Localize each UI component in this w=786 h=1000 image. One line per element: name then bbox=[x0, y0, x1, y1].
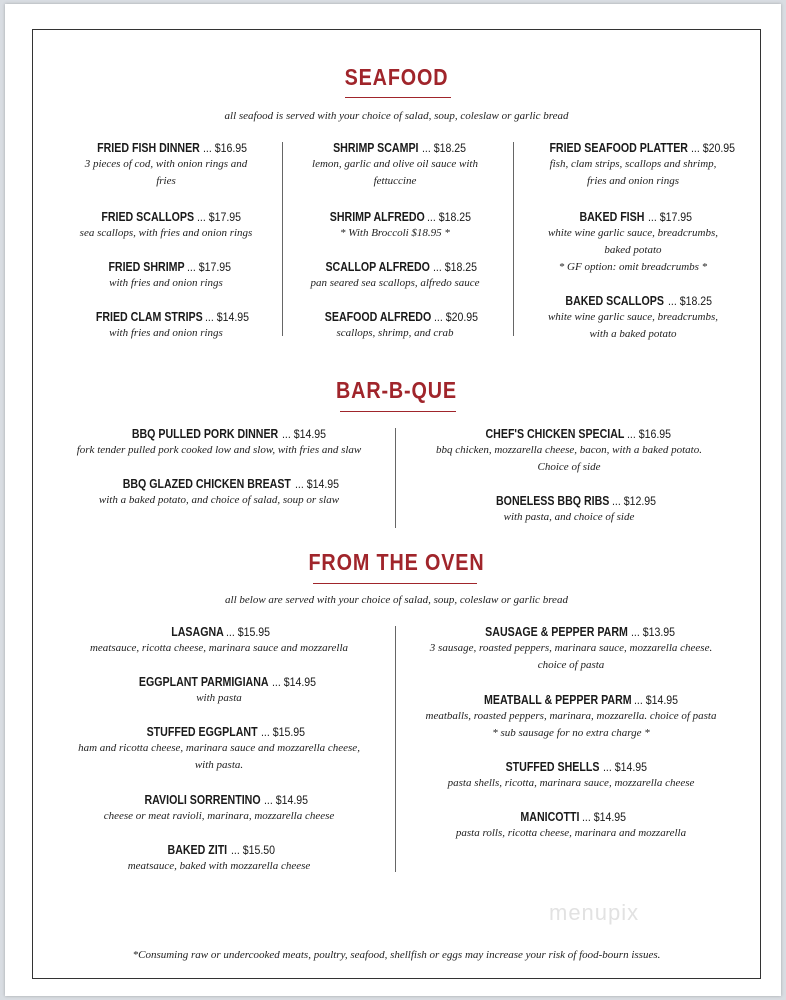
item-name: BAKED FISH bbox=[579, 210, 645, 224]
menu-item bbox=[520, 293, 746, 343]
item-name: LASAGNA bbox=[170, 625, 224, 639]
item-price: ... $14.95 bbox=[263, 793, 308, 807]
item-desc: * GF option: omit breadcrumbs * bbox=[558, 261, 708, 273]
section-rule-seafood bbox=[345, 97, 451, 98]
item-price: ... $14.95 bbox=[205, 310, 250, 324]
item-name: FRIED CLAM STRIPS bbox=[95, 310, 203, 324]
item-name: CHEF'S CHICKEN SPECIAL bbox=[485, 427, 625, 441]
menu-item bbox=[290, 209, 500, 242]
watermark-logo: menupix bbox=[549, 900, 640, 925]
item-desc: with pasta. bbox=[194, 759, 244, 771]
item-desc: * With Broccoli $18.95 * bbox=[340, 227, 450, 239]
column-divider bbox=[513, 142, 514, 336]
item-desc: ham and ricotta cheese, marinara sauce and mozzarella cheese, bbox=[78, 742, 360, 754]
item-price: ... $16.95 bbox=[202, 141, 247, 155]
menu-item bbox=[60, 140, 272, 190]
item-desc: pan seared sea scallops, alfredo sauce bbox=[310, 277, 480, 289]
item-name: SCALLOP ALFREDO bbox=[325, 260, 430, 274]
menu-item bbox=[60, 309, 272, 342]
item-desc: * sub sausage for no extra charge * bbox=[492, 727, 650, 739]
item-price: ... $18.25 bbox=[433, 260, 478, 274]
item-desc: fettuccine bbox=[373, 175, 417, 187]
item-desc: with pasta, and choice of side bbox=[503, 511, 635, 523]
item-desc: with a baked potato, and choice of salad, soup or slaw bbox=[98, 494, 340, 506]
item-desc: with fries and onion rings bbox=[109, 327, 223, 339]
item-desc: fish, clam strips, scallops and shrimp, bbox=[549, 158, 717, 170]
section-rule-oven bbox=[313, 583, 477, 584]
menu-item bbox=[60, 476, 378, 509]
item-name: BONELESS BBQ RIBS bbox=[495, 494, 610, 508]
menu-item bbox=[60, 426, 378, 459]
menu-item bbox=[520, 140, 746, 190]
item-price: ... $18.25 bbox=[667, 294, 712, 308]
item-price: ... $16.95 bbox=[627, 427, 672, 441]
item-desc: with fries and onion rings bbox=[109, 277, 223, 289]
item-name: SEAFOOD ALFREDO bbox=[324, 310, 432, 324]
menu-item bbox=[60, 624, 378, 657]
seafood-note: all seafood is served with your choice of salad, soup, coleslaw or garlic bread bbox=[224, 110, 569, 122]
item-price: ... $14.95 bbox=[582, 810, 627, 824]
menu-item bbox=[520, 209, 746, 276]
item-desc: meatsauce, baked with mozzarella cheese bbox=[127, 860, 311, 872]
item-name: MANICOTTI bbox=[520, 810, 580, 824]
menu-item bbox=[60, 209, 272, 242]
item-price: ... $14.95 bbox=[602, 760, 647, 774]
menu-item bbox=[406, 426, 732, 476]
item-desc: meatballs, roasted peppers, marinara, mozzarella. choice of pasta bbox=[425, 710, 717, 722]
item-price: ... $18.25 bbox=[421, 141, 466, 155]
item-desc: fries and onion rings bbox=[587, 175, 679, 187]
item-price: ... $20.95 bbox=[691, 141, 736, 155]
item-price: ... $20.95 bbox=[434, 310, 479, 324]
column-divider bbox=[282, 142, 283, 336]
item-desc: 3 pieces of cod, with onion rings and bbox=[84, 158, 248, 170]
item-desc: pasta rolls, ricotta cheese, marinara and mozzarella bbox=[455, 827, 687, 839]
menu-frame bbox=[32, 29, 761, 979]
item-price: ... $14.95 bbox=[634, 693, 679, 707]
item-desc: with a baked potato bbox=[589, 328, 677, 340]
item-price: ... $12.95 bbox=[612, 494, 657, 508]
item-name: EGGPLANT PARMIGIANA bbox=[139, 675, 269, 689]
item-name: FRIED SEAFOOD PLATTER bbox=[549, 141, 688, 155]
item-name: SHRIMP SCAMPI bbox=[333, 141, 419, 155]
menu-item bbox=[406, 624, 736, 674]
item-name: BAKED SCALLOPS bbox=[565, 294, 665, 308]
item-price: ... $15.95 bbox=[260, 725, 305, 739]
oven-note: all below are served with your choice of salad, soup, coleslaw or garlic bread bbox=[225, 594, 568, 606]
item-desc: lemon, garlic and olive oil sauce with bbox=[312, 158, 478, 170]
item-price: ... $14.95 bbox=[271, 675, 316, 689]
menu-item bbox=[60, 724, 378, 774]
item-name: STUFFED SHELLS bbox=[505, 760, 600, 774]
item-price: ... $17.95 bbox=[197, 210, 242, 224]
item-desc: pasta shells, ricotta, marinara sauce, mozzarella cheese bbox=[447, 777, 695, 789]
item-desc: Choice of side bbox=[537, 461, 601, 473]
item-price: ... $17.95 bbox=[647, 210, 692, 224]
item-desc: meatsauce, ricotta cheese, marinara sauce and mozzarella bbox=[89, 642, 349, 654]
menu-item bbox=[60, 842, 378, 875]
menu-item bbox=[60, 792, 378, 825]
item-price: ... $13.95 bbox=[631, 625, 676, 639]
column-divider bbox=[395, 626, 396, 872]
item-name: BAKED ZITI bbox=[167, 843, 228, 857]
item-desc: 3 sausage, roasted peppers, marinara sauce, mozzarella cheese. bbox=[429, 642, 713, 654]
item-name: SAUSAGE & PEPPER PARM bbox=[485, 625, 629, 639]
item-desc: white wine garlic sauce, breadcrumbs, bbox=[547, 311, 719, 323]
item-price: ... $14.95 bbox=[294, 477, 339, 491]
item-name: FRIED SHRIMP bbox=[108, 260, 185, 274]
item-name: BBQ GLAZED CHICKEN BREAST bbox=[123, 477, 292, 491]
item-price: ... $18.25 bbox=[427, 210, 472, 224]
menu-item bbox=[290, 140, 500, 190]
item-desc: fries bbox=[156, 175, 176, 187]
item-price: ... $14.95 bbox=[281, 427, 326, 441]
item-name: RAVIOLI SORRENTINO bbox=[144, 793, 261, 807]
menu-item bbox=[406, 759, 736, 792]
menu-item bbox=[290, 309, 500, 342]
item-desc: scallops, shrimp, and crab bbox=[336, 327, 454, 339]
footer-disclaimer: *Consuming raw or undercooked meats, poultry, seafood, shellfish or eggs may increase your risk of food-bourn issues. bbox=[132, 949, 661, 961]
section-rule-barbque bbox=[340, 411, 456, 412]
item-desc: with pasta bbox=[196, 692, 242, 704]
item-desc: choice of pasta bbox=[537, 659, 605, 671]
menu-item bbox=[60, 259, 272, 292]
item-desc: white wine garlic sauce, breadcrumbs, bbox=[547, 227, 719, 239]
item-name: MEATBALL & PEPPER PARM bbox=[483, 693, 632, 707]
section-title-oven: FROM THE OVEN bbox=[308, 549, 485, 575]
item-name: STUFFED EGGPLANT bbox=[146, 725, 258, 739]
menu-item bbox=[290, 259, 500, 292]
item-price: ... $17.95 bbox=[187, 260, 232, 274]
item-desc: bbq chicken, mozzarella cheese, bacon, with a baked potato. bbox=[436, 444, 702, 456]
menu-item bbox=[406, 493, 732, 526]
menu-page bbox=[5, 4, 781, 996]
item-name: FRIED FISH DINNER bbox=[97, 141, 200, 155]
menu-item bbox=[60, 674, 378, 707]
menu-item bbox=[406, 809, 736, 842]
item-price: ... $15.50 bbox=[230, 843, 275, 857]
item-desc: cheese or meat ravioli, marinara, mozzarella cheese bbox=[103, 810, 335, 822]
item-price: ... $15.95 bbox=[226, 625, 271, 639]
column-divider bbox=[395, 428, 396, 528]
item-name: SHRIMP ALFREDO bbox=[329, 210, 425, 224]
item-desc: baked potato bbox=[604, 244, 662, 256]
section-title-barbque: BAR-B-QUE bbox=[336, 377, 457, 403]
menu-item bbox=[406, 692, 736, 742]
item-desc: sea scallops, with fries and onion rings bbox=[79, 227, 253, 239]
section-title-seafood: SEAFOOD bbox=[344, 64, 449, 90]
item-name: FRIED SCALLOPS bbox=[101, 210, 194, 224]
item-name: BBQ PULLED PORK DINNER bbox=[132, 427, 279, 441]
item-desc: fork tender pulled pork cooked low and slow, with fries and slaw bbox=[76, 444, 362, 456]
